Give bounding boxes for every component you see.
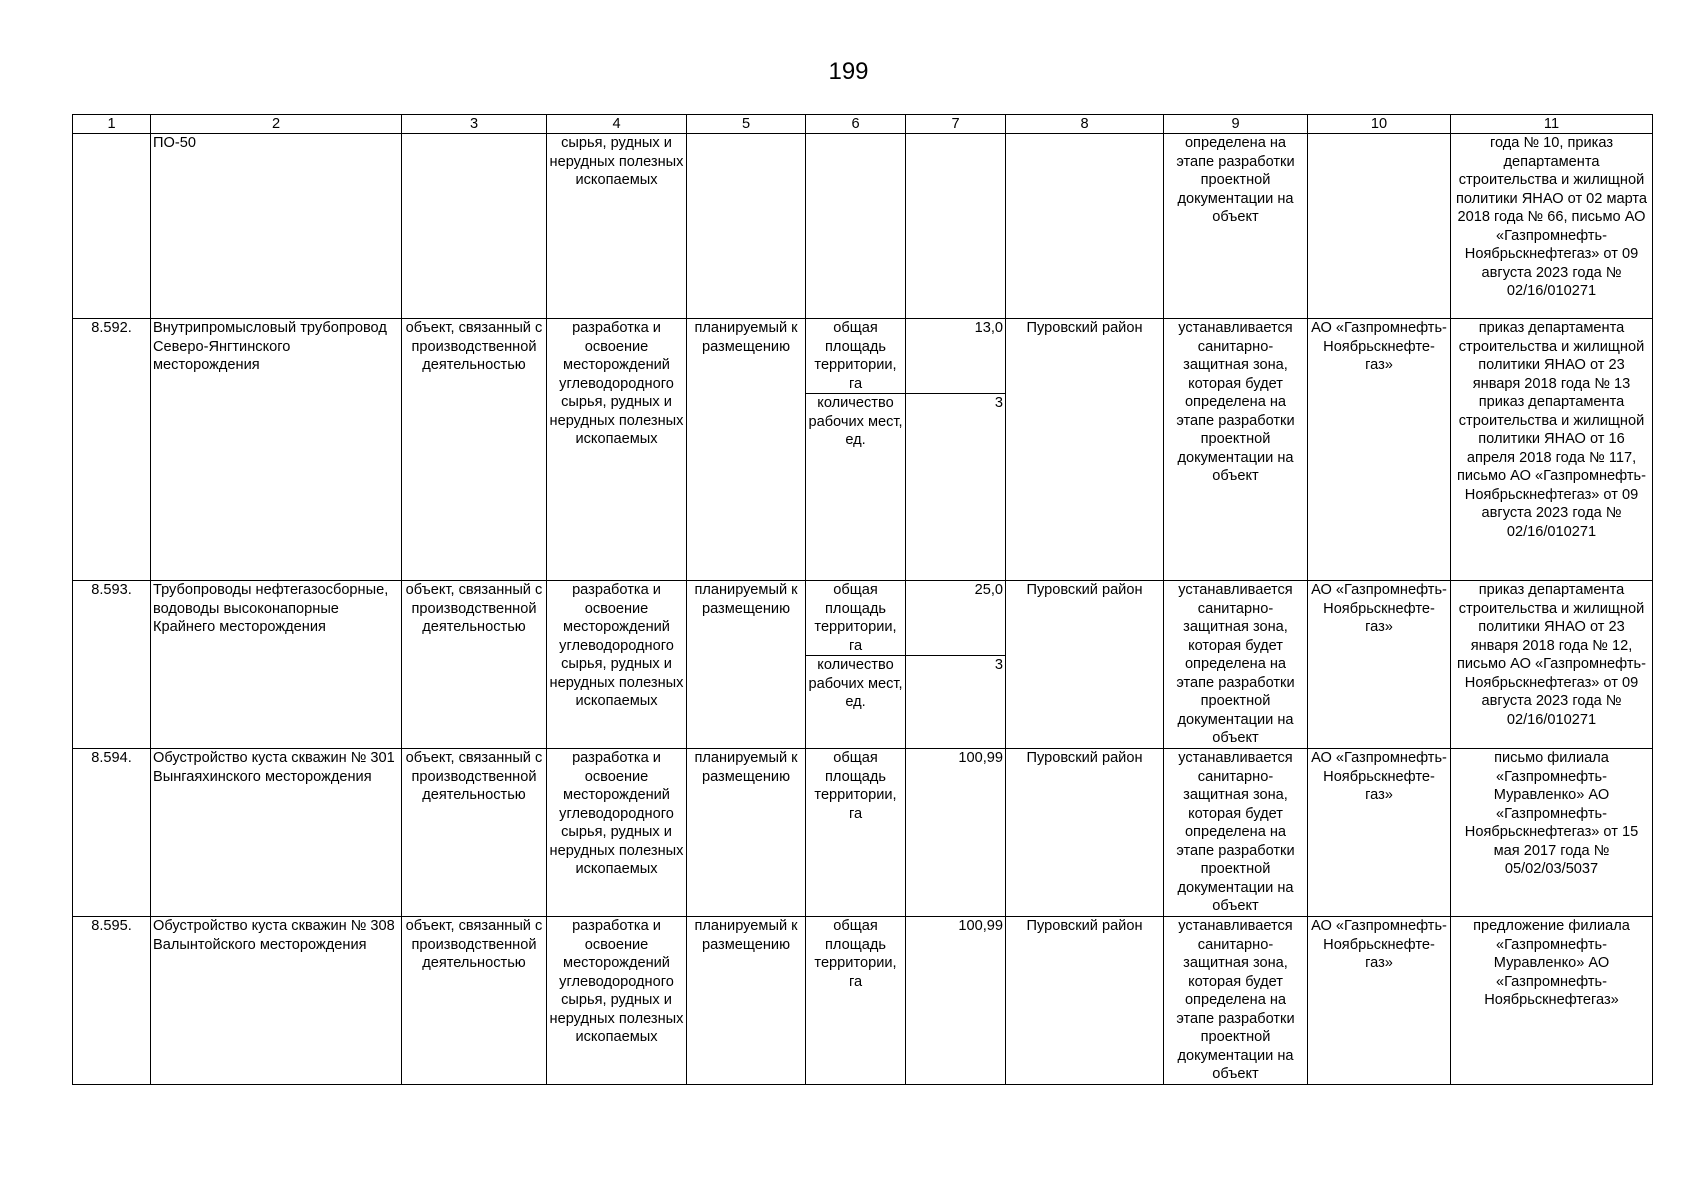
cell-status: планируемый к размещению (687, 917, 806, 1085)
cell-object-type: объект, связанный с производственной деятельностью (402, 749, 547, 917)
table-row (73, 917, 1653, 1085)
cell-location (1006, 134, 1164, 319)
cell-value: 25,0 (906, 581, 1006, 656)
page-number: 199 (828, 58, 869, 85)
cell-zone: устанавливается санитарно-защитная зона, которая будет определена на этапе разработки проектной документации на объект (1164, 749, 1308, 917)
cell-status: планируемый к размещению (687, 581, 806, 749)
table-row (73, 134, 1653, 319)
column-header-8: 8 (1006, 115, 1164, 134)
header-row (73, 115, 1653, 134)
cell-status (687, 134, 806, 319)
cell-number (73, 134, 151, 319)
column-header-7: 7 (906, 115, 1006, 134)
cell-characteristic: общая площадь территории, га (806, 581, 906, 656)
cell-value: 100,99 (906, 749, 1006, 917)
cell-purpose: разработка и освоение месторождений углеводородного сырья, рудных и нерудных полезных ископаемых (547, 319, 687, 581)
cell-location: Пуровский район (1006, 581, 1164, 749)
column-header-2: 2 (151, 115, 402, 134)
cell-organization: АО «Газпромнефть-Ноябрьскнефте-газ» (1308, 581, 1451, 749)
cell-characteristic: общая площадь территории, га (806, 749, 906, 917)
table-row (73, 581, 1653, 656)
cell-status: планируемый к размещению (687, 319, 806, 581)
cell-value: 13,0 (906, 319, 1006, 394)
cell-organization: АО «Газпромнефть-Ноябрьскнефте-газ» (1308, 917, 1451, 1085)
cell-organization: АО «Газпромнефть-Ноябрьскнефте-газ» (1308, 319, 1451, 581)
cell-organization: АО «Газпромнефть-Ноябрьскнефте-газ» (1308, 749, 1451, 917)
cell-value (906, 134, 1006, 319)
table-row (73, 319, 1653, 394)
column-header-3: 3 (402, 115, 547, 134)
cell-purpose: разработка и освоение месторождений углеводородного сырья, рудных и нерудных полезных ископаемых (547, 917, 687, 1085)
column-header-5: 5 (687, 115, 806, 134)
cell-object-type (402, 134, 547, 319)
cell-value: 3 (906, 656, 1006, 749)
cell-purpose: разработка и освоение месторождений углеводородного сырья, рудных и нерудных полезных ископаемых (547, 581, 687, 749)
cell-zone: устанавливается санитарно-защитная зона, которая будет определена на этапе разработки проектной документации на объект (1164, 581, 1308, 749)
cell-object-type: объект, связанный с производственной деятельностью (402, 319, 547, 581)
column-header-6: 6 (806, 115, 906, 134)
cell-basis: года № 10, приказ департамента строительства и жилищной политики ЯНАО от 02 марта 2018 года № 66, письмо АО «Газпромнефть-Ноябрьскнефтегаз» от 09 августа 2023 года № 02/16/010271 (1451, 134, 1653, 319)
cell-zone: определена на этапе разработки проектной документации на объект (1164, 134, 1308, 319)
cell-value: 100,99 (906, 917, 1006, 1085)
cell-status: планируемый к размещению (687, 749, 806, 917)
cell-location: Пуровский район (1006, 319, 1164, 581)
cell-characteristic (806, 134, 906, 319)
cell-number: 8.594. (73, 749, 151, 917)
cell-basis: приказ департамента строительства и жилищной политики ЯНАО от 23 января 2018 года № 13 приказ департамента строительства и жилищной политики ЯНАО от 16 апреля 2018 года № 117, письмо АО «Газпромнефть-Ноябрьскнефтегаз» от 09 августа 2023 года № 02/16/010271 (1451, 319, 1653, 581)
cell-object-name: ПО-50 (151, 134, 402, 319)
cell-zone: устанавливается санитарно-защитная зона, которая будет определена на этапе разработки проектной документации на объект (1164, 917, 1308, 1085)
column-header-4: 4 (547, 115, 687, 134)
cell-object-name: Трубопроводы нефтегазосборные, водоводы высоконапорные Крайнего месторождения (151, 581, 402, 749)
cell-object-name: Внутрипромысловый трубопровод Северо-Янгтинского месторождения (151, 319, 402, 581)
cell-object-name: Обустройство куста скважин № 308 Валынтойского месторождения (151, 917, 402, 1085)
cell-basis: письмо филиала «Газпромнефть-Муравленко» АО «Газпромнефть-Ноябрьскнефтегаз» от 15 мая 2017 года № 05/02/03/5037 (1451, 749, 1653, 917)
cell-characteristic: количество рабочих мест, ед. (806, 656, 906, 749)
cell-characteristic: количество рабочих мест, ед. (806, 394, 906, 581)
cell-purpose: сырья, рудных и нерудных полезных ископаемых (547, 134, 687, 319)
column-header-10: 10 (1308, 115, 1451, 134)
column-header-9: 9 (1164, 115, 1308, 134)
cell-basis: предложение филиала «Газпромнефть-Муравленко» АО «Газпромнефть-Ноябрьскнефтегаз» (1451, 917, 1653, 1085)
cell-object-type: объект, связанный с производственной деятельностью (402, 581, 547, 749)
cell-number: 8.593. (73, 581, 151, 749)
cell-characteristic: общая площадь территории, га (806, 917, 906, 1085)
cell-zone: устанавливается санитарно-защитная зона, которая будет определена на этапе разработки проектной документации на объект (1164, 319, 1308, 581)
cell-basis: приказ департамента строительства и жилищной политики ЯНАО от 23 января 2018 года № 12, письмо АО «Газпромнефть-Ноябрьскнефтегаз» от 09 августа 2023 года № 02/16/010271 (1451, 581, 1653, 749)
cell-characteristic: общая площадь территории, га (806, 319, 906, 394)
cell-object-name: Обустройство куста скважин № 301 Вынгаяхинского месторождения (151, 749, 402, 917)
cell-organization (1308, 134, 1451, 319)
cell-location: Пуровский район (1006, 917, 1164, 1085)
cell-value: 3 (906, 394, 1006, 581)
registry-table (72, 114, 1653, 1085)
cell-number: 8.592. (73, 319, 151, 581)
column-header-1: 1 (73, 115, 151, 134)
table-row (73, 749, 1653, 917)
column-header-11: 11 (1451, 115, 1653, 134)
cell-object-type: объект, связанный с производственной деятельностью (402, 917, 547, 1085)
cell-location: Пуровский район (1006, 749, 1164, 917)
cell-purpose: разработка и освоение месторождений углеводородного сырья, рудных и нерудных полезных ископаемых (547, 749, 687, 917)
cell-number: 8.595. (73, 917, 151, 1085)
